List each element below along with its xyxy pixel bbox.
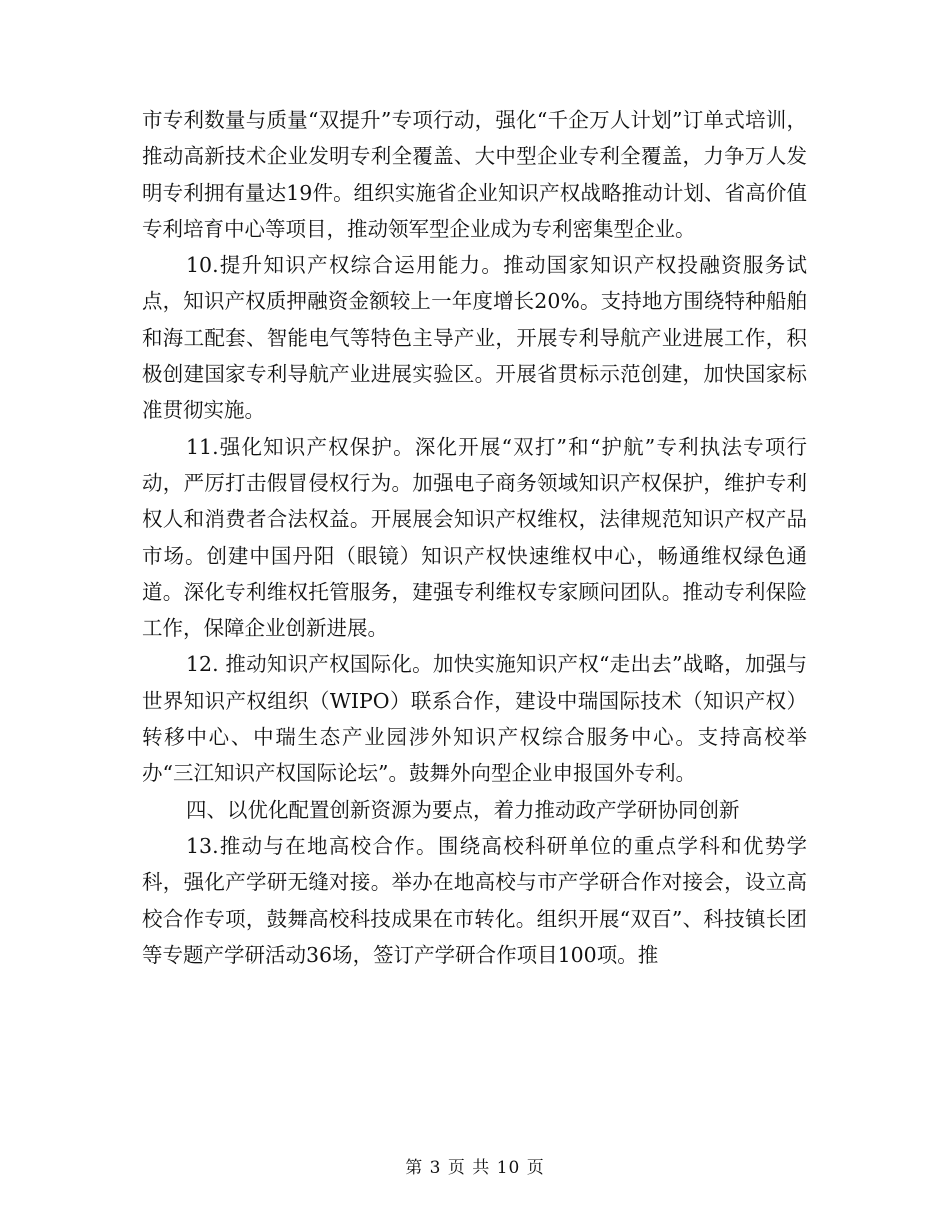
paragraph-12: 12. 推动知识产权国际化。加快实施知识产权“走出去”战略，加强与世界知识产权组织（WIPO）联系合作，建设中瑞国际技术（知识产权）转移中心、中瑞生态产业园涉外知识产权综合服务中心。支持高校举办“三江知识产权国际论坛”。鼓舞外向型企业申报国外专利。 <box>142 652 807 786</box>
section-heading: 四、以优化配置创新资源为要点，着力推动政产学研协同创新 <box>186 797 740 822</box>
page-number-footer: 第 3 页 共 10 页 <box>405 1158 545 1178</box>
paragraph-10: 10.提升知识产权综合运用能力。推动国家知识产权投融资服务试点，知识产权质押融资金额较上一年度增长20%。支持地方围绕特种船舶和海工配套、智能电气等特色主导产业，开展专利导航产业进展工作，积极创建国家专利导航产业进展实验区。开展省贯标示范创建，加快国家标准贯彻实施。 <box>142 253 807 423</box>
paragraph-continued: 市专利数量与质量“双提升”专项行动，强化“千企万人计划”订单式培训，推动高新技术企业发明专利全覆盖、大中型企业专利全覆盖，力争万人发明专利拥有量达19件。组织实施省企业知识产权战略推动计划、省高价值专利培育中心等项目，推动领军型企业成为专利密集型企业。 <box>142 108 807 241</box>
document-body <box>142 102 807 973</box>
paragraph-11: 11.强化知识产权保护。深化开展“双打”和“护航”专利执法专项行动，严厉打击假冒侵权行为。加强电子商务领域知识产权保护，维护专利权人和消费者合法权益。开展展会知识产权维权，法律规范知识产权产品市场。创建中国丹阳（眼镜）知识产权快速维权中心，畅通维权绿色通道。深化专利维权托管服务，建强专利维权专家顾问团队。推动专利保险工作，保障企业创新进展。 <box>142 434 807 641</box>
paragraph-13: 13.推动与在地高校合作。围绕高校科研单位的重点学科和优势学科，强化产学研无缝对接。举办在地高校与市产学研合作对接会，设立高校合作专项，鼓舞高校科技成果在市转化。组织开展“双百”、科技镇长团等专题产学研活动36场，签订产学研合作项目100项。推 <box>142 833 807 967</box>
